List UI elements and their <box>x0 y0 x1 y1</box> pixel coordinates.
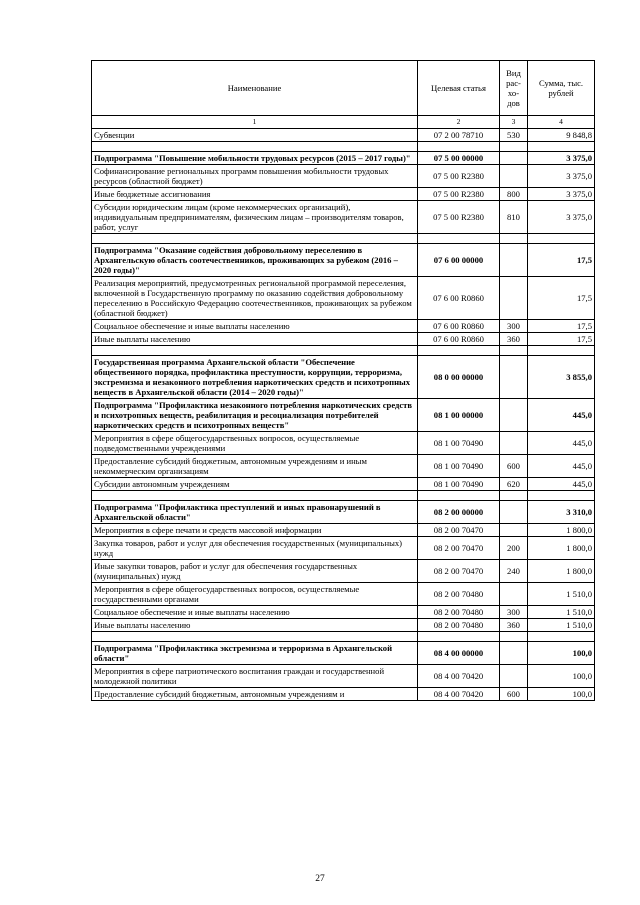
empty-cell <box>418 632 500 642</box>
row-amount: 17,5 <box>528 244 595 277</box>
row-expense-type <box>500 152 528 165</box>
row-amount: 3 375,0 <box>528 165 595 188</box>
table-row <box>92 356 595 399</box>
row-amount: 445,0 <box>528 455 595 478</box>
row-name: Государственная программа Архангельской области "Обеспечение общественного порядка, профилактика преступности, коррупции, терроризма, экстремизма и незаконного потребления наркотических средств и психотропных веществ в Архангельской области (2014 – 2020 годы)" <box>92 356 418 399</box>
row-amount: 1 800,0 <box>528 537 595 560</box>
empty-cell <box>528 346 595 356</box>
row-name: Иные закупки товаров, работ и услуг для обеспечения государственных (муниципальных) нужд <box>92 560 418 583</box>
spacer-row <box>92 632 595 642</box>
row-amount: 17,5 <box>528 277 595 320</box>
page-number: 27 <box>315 874 325 884</box>
row-expense-type: 620 <box>500 478 528 491</box>
row-name: Подпрограмма "Профилактика незаконного потребления наркотических средств и психотропных веществ, реабилитация и ресоциализация потребителей наркотических средств и психотропных веществ" <box>92 399 418 432</box>
empty-cell <box>418 234 500 244</box>
row-expense-type <box>500 165 528 188</box>
table-row <box>92 399 595 432</box>
empty-cell <box>528 632 595 642</box>
table-row <box>92 524 595 537</box>
table-header-row <box>92 61 595 116</box>
spacer-row <box>92 234 595 244</box>
row-name: Мероприятия в сфере общегосударственных вопросов, осуществляемые государственными органами <box>92 583 418 606</box>
row-name: Мероприятия в сфере патриотического воспитания граждан и государственной молодежной политики <box>92 665 418 688</box>
col-number: 4 <box>528 116 595 129</box>
row-target-article: 07 6 00 R0860 <box>418 333 500 346</box>
row-expense-type: 810 <box>500 201 528 234</box>
row-expense-type: 530 <box>500 129 528 142</box>
row-expense-type <box>500 277 528 320</box>
table-row <box>92 642 595 665</box>
row-amount: 1 510,0 <box>528 583 595 606</box>
table-row <box>92 320 595 333</box>
row-expense-type: 600 <box>500 455 528 478</box>
row-amount: 100,0 <box>528 688 595 701</box>
row-target-article: 08 2 00 00000 <box>418 501 500 524</box>
row-expense-type <box>500 524 528 537</box>
row-name: Подпрограмма "Профилактика экстремизма и терроризма в Архангельской области" <box>92 642 418 665</box>
row-target-article: 07 2 00 78710 <box>418 129 500 142</box>
row-target-article: 08 4 00 70420 <box>418 688 500 701</box>
table-row <box>92 432 595 455</box>
row-target-article: 08 2 00 70470 <box>418 560 500 583</box>
row-amount: 100,0 <box>528 665 595 688</box>
spacer-row <box>92 346 595 356</box>
empty-cell <box>500 142 528 152</box>
row-amount: 100,0 <box>528 642 595 665</box>
row-target-article: 08 1 00 70490 <box>418 455 500 478</box>
row-expense-type: 600 <box>500 688 528 701</box>
row-name: Иные выплаты населению <box>92 333 418 346</box>
row-amount: 1 800,0 <box>528 524 595 537</box>
table-row <box>92 152 595 165</box>
empty-cell <box>500 491 528 501</box>
row-expense-type: 300 <box>500 320 528 333</box>
row-target-article: 07 6 00 00000 <box>418 244 500 277</box>
empty-cell <box>500 234 528 244</box>
table-row <box>92 244 595 277</box>
row-amount: 445,0 <box>528 478 595 491</box>
empty-cell <box>92 346 418 356</box>
table-row <box>92 129 595 142</box>
row-target-article: 08 2 00 70480 <box>418 583 500 606</box>
row-target-article: 08 4 00 00000 <box>418 642 500 665</box>
row-amount: 9 848,8 <box>528 129 595 142</box>
header-article: Целевая статья <box>418 61 500 116</box>
table-row <box>92 560 595 583</box>
budget-table <box>91 60 595 701</box>
row-amount: 3 855,0 <box>528 356 595 399</box>
row-name: Субсидии автономным учреждениям <box>92 478 418 491</box>
table-row <box>92 583 595 606</box>
table-row <box>92 688 595 701</box>
spacer-row <box>92 491 595 501</box>
row-name: Мероприятия в сфере печати и средств массовой информации <box>92 524 418 537</box>
empty-cell <box>528 491 595 501</box>
table-row <box>92 501 595 524</box>
row-expense-type: 360 <box>500 619 528 632</box>
row-name: Реализация мероприятий, предусмотренных региональной программой переселения, включенной в Государственную программу по оказанию содействия добровольному переселению в Российскую Федерацию соотечественников, проживающих за рубежом (областной бюджет) <box>92 277 418 320</box>
row-target-article: 08 2 00 70470 <box>418 537 500 560</box>
row-expense-type <box>500 356 528 399</box>
row-name: Предоставление субсидий бюджетным, автономным учреждениям и <box>92 688 418 701</box>
table-body <box>92 129 595 701</box>
row-target-article: 07 6 00 R0860 <box>418 277 500 320</box>
header-vr: Вид рас-хо-дов <box>500 61 528 116</box>
row-target-article: 08 2 00 70470 <box>418 524 500 537</box>
row-target-article: 07 5 00 R2380 <box>418 165 500 188</box>
row-target-article: 08 1 00 70490 <box>418 478 500 491</box>
row-expense-type <box>500 642 528 665</box>
table-row <box>92 201 595 234</box>
empty-cell <box>500 346 528 356</box>
empty-cell <box>418 346 500 356</box>
empty-cell <box>92 142 418 152</box>
table-row <box>92 478 595 491</box>
row-amount: 17,5 <box>528 333 595 346</box>
row-name: Софинансирование региональных программ повышения мобильности трудовых ресурсов (областной бюджет) <box>92 165 418 188</box>
row-target-article: 08 4 00 70420 <box>418 665 500 688</box>
row-name: Мероприятия в сфере общегосударственных вопросов, осуществляемые подведомственными учреждениями <box>92 432 418 455</box>
row-target-article: 07 6 00 R0860 <box>418 320 500 333</box>
row-target-article: 08 2 00 70480 <box>418 606 500 619</box>
table-row <box>92 333 595 346</box>
row-target-article: 07 5 00 R2380 <box>418 201 500 234</box>
row-amount: 3 310,0 <box>528 501 595 524</box>
row-name: Иные бюджетные ассигнования <box>92 188 418 201</box>
col-number: 3 <box>500 116 528 129</box>
table-row <box>92 165 595 188</box>
row-name: Закупка товаров, работ и услуг для обеспечения государственных (муниципальных) нужд <box>92 537 418 560</box>
row-name: Иные выплаты населению <box>92 619 418 632</box>
empty-cell <box>418 142 500 152</box>
table-row <box>92 455 595 478</box>
row-name: Субвенции <box>92 129 418 142</box>
table-row <box>92 537 595 560</box>
row-target-article: 08 0 00 00000 <box>418 356 500 399</box>
col-number: 1 <box>92 116 418 129</box>
row-expense-type <box>500 399 528 432</box>
spacer-row <box>92 142 595 152</box>
row-name: Субсидии юридическим лицам (кроме некоммерческих организаций), индивидуальным предпринимателям, физическим лицам – производителям товаров, работ, услуг <box>92 201 418 234</box>
row-name: Предоставление субсидий бюджетным, автономным учреждениям и иным некоммерческим организациям <box>92 455 418 478</box>
column-number-row <box>92 116 595 129</box>
empty-cell <box>92 632 418 642</box>
row-expense-type <box>500 583 528 606</box>
row-amount: 17,5 <box>528 320 595 333</box>
row-expense-type: 240 <box>500 560 528 583</box>
row-name: Подпрограмма "Профилактика преступлений и иных правонарушений в Архангельской области" <box>92 501 418 524</box>
row-name: Подпрограмма "Оказание содействия добровольному переселению в Архангельскую область соотечественников, проживающих за рубежом (2016 – 2020 годы)" <box>92 244 418 277</box>
row-target-article: 08 1 00 00000 <box>418 399 500 432</box>
empty-cell <box>528 142 595 152</box>
row-amount: 1 510,0 <box>528 606 595 619</box>
row-amount: 445,0 <box>528 432 595 455</box>
row-target-article: 07 5 00 00000 <box>418 152 500 165</box>
col-number: 2 <box>418 116 500 129</box>
table-row <box>92 619 595 632</box>
row-target-article: 07 5 00 R2380 <box>418 188 500 201</box>
row-expense-type <box>500 665 528 688</box>
row-amount: 3 375,0 <box>528 152 595 165</box>
row-name: Социальное обеспечение и иные выплаты населению <box>92 606 418 619</box>
empty-cell <box>418 491 500 501</box>
empty-cell <box>500 632 528 642</box>
row-amount: 1 800,0 <box>528 560 595 583</box>
row-expense-type: 800 <box>500 188 528 201</box>
row-name: Подпрограмма "Повышение мобильности трудовых ресурсов (2015 – 2017 годы)" <box>92 152 418 165</box>
row-target-article: 08 2 00 70480 <box>418 619 500 632</box>
row-expense-type: 360 <box>500 333 528 346</box>
empty-cell <box>528 234 595 244</box>
row-amount: 445,0 <box>528 399 595 432</box>
row-amount: 3 375,0 <box>528 188 595 201</box>
row-expense-type <box>500 432 528 455</box>
empty-cell <box>92 234 418 244</box>
row-amount: 3 375,0 <box>528 201 595 234</box>
row-name: Социальное обеспечение и иные выплаты населению <box>92 320 418 333</box>
row-expense-type <box>500 244 528 277</box>
row-expense-type <box>500 501 528 524</box>
header-name: Наименование <box>92 61 418 116</box>
table-row <box>92 277 595 320</box>
header-sum: Сумма, тыс. рублей <box>528 61 595 116</box>
table-row <box>92 188 595 201</box>
row-expense-type: 200 <box>500 537 528 560</box>
row-amount: 1 510,0 <box>528 619 595 632</box>
row-expense-type: 300 <box>500 606 528 619</box>
empty-cell <box>92 491 418 501</box>
row-target-article: 08 1 00 70490 <box>418 432 500 455</box>
table-row <box>92 665 595 688</box>
table-row <box>92 606 595 619</box>
